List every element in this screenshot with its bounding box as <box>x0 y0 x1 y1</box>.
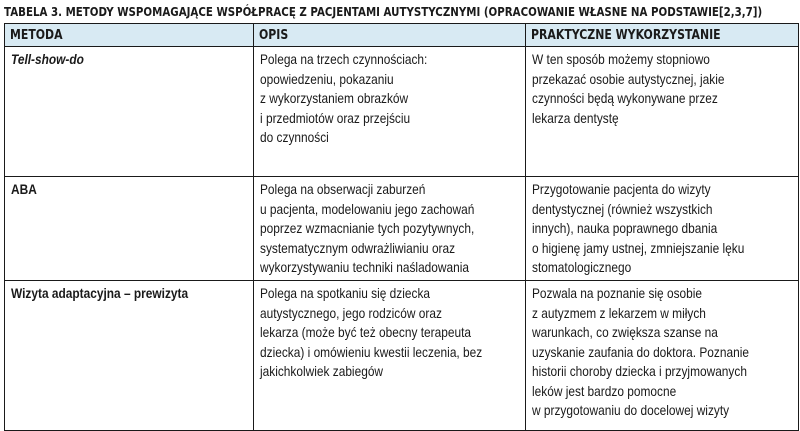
header-usage-label: PRAKTYCZNE WYKORZYSTANIE <box>531 28 721 43</box>
description-line: jakichkolwiek zabiegów <box>260 363 384 379</box>
description-line: systematycznym odwrażliwianiu oraz <box>260 239 456 256</box>
table-row <box>5 177 799 281</box>
header-description <box>254 24 526 47</box>
usage-line: lekarza dentystę <box>532 109 619 126</box>
methods-table <box>4 23 799 431</box>
table-row <box>5 47 799 177</box>
description-line: Polega na obserwacji zaburzeń <box>260 181 426 197</box>
method-name: Wizyta adaptacyjna – prewizyta <box>11 285 189 301</box>
usage-cell <box>526 177 799 281</box>
description-cell <box>254 281 526 431</box>
usage-line: warunkach, co zwiększa szanse na <box>532 324 718 340</box>
usage-line: stomatologicznego <box>532 259 632 275</box>
usage-cell <box>526 47 799 177</box>
usage-line: dentystycznej (również wszystkich <box>532 200 713 217</box>
usage-line: z autyzmem z lekarzem w miłych <box>532 304 706 321</box>
description-line: Polega na spotkaniu się dziecka <box>260 285 431 301</box>
table-header-row <box>5 24 799 47</box>
usage-line: W ten sposób możemy stopniowo <box>532 51 710 67</box>
usage-cell <box>526 281 799 431</box>
description-line: opowiedzeniu, pokazaniu <box>260 70 394 87</box>
header-usage <box>526 24 799 47</box>
usage-line: uzyskanie zaufania do doktora. Poznanie <box>532 343 749 360</box>
description-line: wykorzystywaniu techniki naśladowania <box>260 259 470 275</box>
table-row <box>5 281 799 431</box>
usage-line: Przygotowanie pacjenta do wizyty <box>532 181 711 197</box>
method-cell <box>5 281 254 431</box>
description-line: autystycznego, jego rodziców oraz <box>260 304 442 321</box>
description-line: poprzez wzmacnianie tych pozytywnych, <box>260 220 475 236</box>
method-cell <box>5 177 254 281</box>
usage-line: leków jest bardzo pomocne <box>532 382 677 399</box>
usage-line: Pozwala na poznanie się osobie <box>532 285 703 301</box>
usage-line: historii choroby dziecka i przyjmowanych <box>532 363 747 379</box>
method-cell <box>5 47 254 177</box>
description-line: u pacjenta, modelowaniu jego zachowań <box>260 200 475 217</box>
usage-line: czynności będą wykonywane przez <box>532 90 718 106</box>
method-name: Tell-show-do <box>11 51 84 67</box>
description-cell <box>254 47 526 177</box>
description-cell <box>254 177 526 281</box>
header-method-label: METODA <box>10 28 63 43</box>
header-method <box>5 24 254 47</box>
usage-line: innych), nauka poprawnego dbania <box>532 220 718 236</box>
description-line: z wykorzystaniem obrazków <box>260 90 409 106</box>
usage-line: o higienę jamy ustnej, zmniejszanie lęku <box>532 239 745 256</box>
usage-line: przekazać osobie autystycznej, jakie <box>532 70 725 87</box>
description-line: Polega na trzech czynnościach: <box>260 51 428 67</box>
description-line: lekarza (może być też obecny terapeuta <box>260 324 472 340</box>
usage-line: w przygotowaniu do docelowej wizyty <box>532 402 730 418</box>
description-line: do czynności <box>260 129 329 145</box>
header-description-label: OPIS <box>259 28 289 43</box>
table-caption: TABELA 3. METODY WSPOMAGAJĄCE WSPÓŁPRACĘ Z PACJENTAMI AUTYSTYCZNYMI (OPRACOWANIE WŁASNE NA PODSTAWIE[2,3,7]) <box>4 4 763 19</box>
description-line: dziecka) i omówieniu kwestii leczenia, bez <box>260 343 483 360</box>
method-name: ABA <box>11 181 37 197</box>
description-line: i przedmiotów oraz przejściu <box>260 109 411 126</box>
